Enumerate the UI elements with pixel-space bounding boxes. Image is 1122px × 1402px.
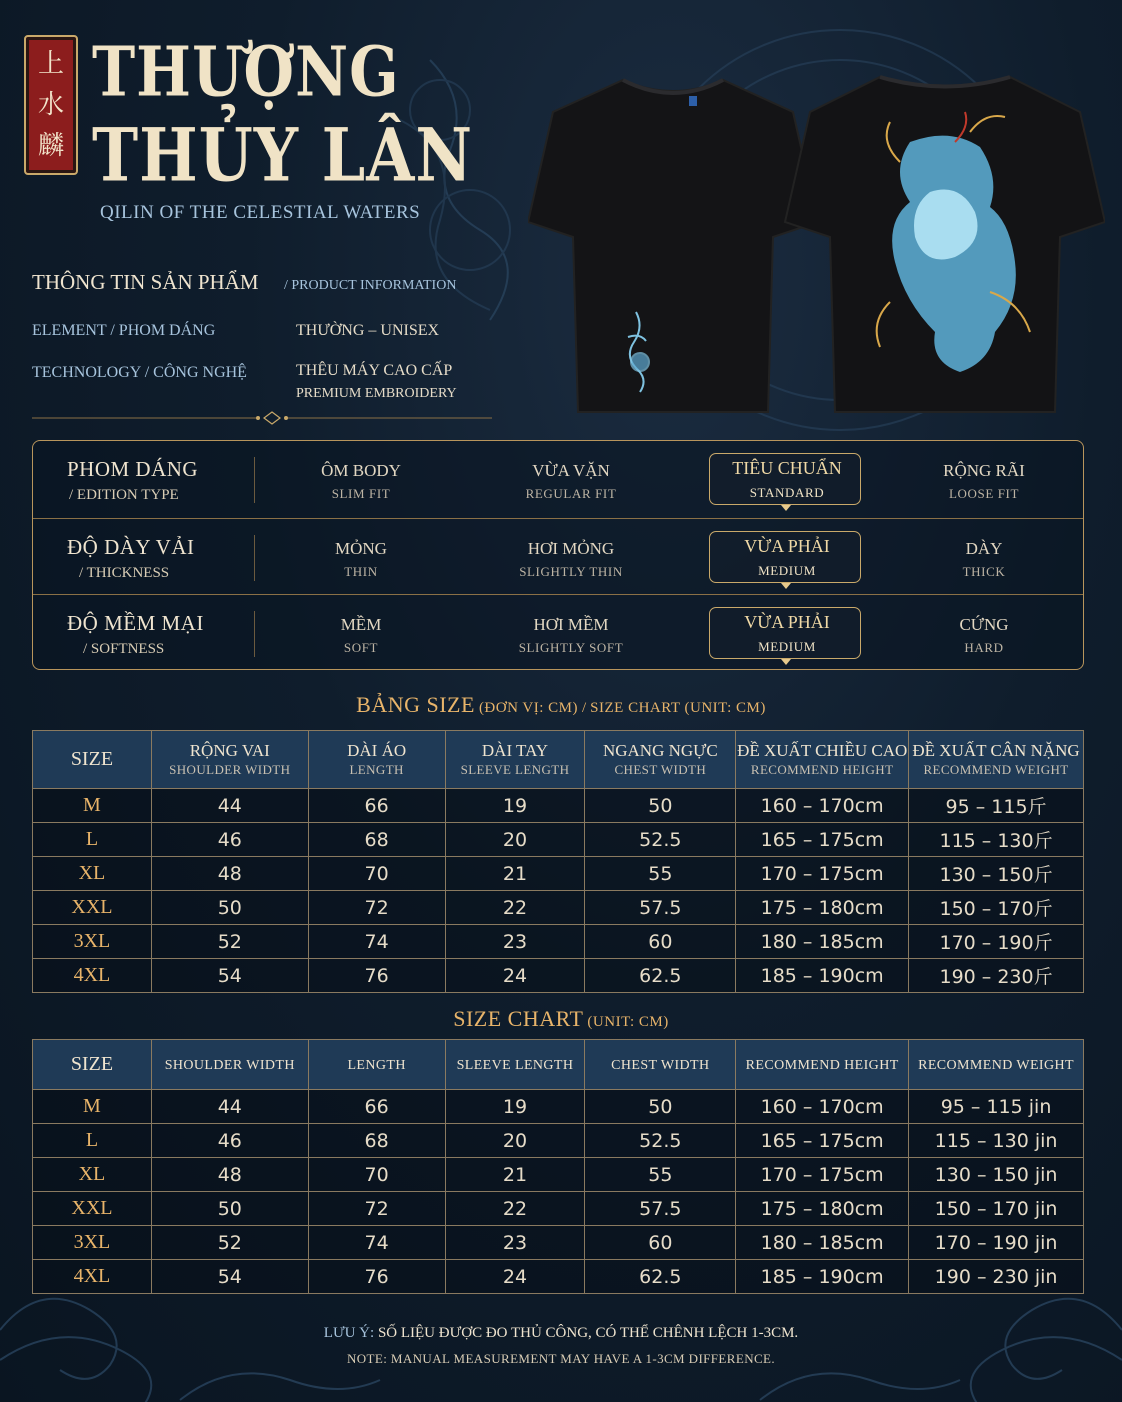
- divider: [254, 535, 255, 581]
- header-sleeve-length: [445, 731, 585, 789]
- option-label-en: MEDIUM: [758, 639, 816, 654]
- option-label: VỪA VẶN: [532, 461, 610, 480]
- option-label: MỎNG: [335, 539, 387, 558]
- technology-value: THÊU MÁY CAO CẤP: [296, 362, 453, 379]
- header-label: RECOMMEND HEIGHT: [745, 1057, 899, 1073]
- header-label: ĐỀ XUẤT CÂN NẶNG: [912, 740, 1080, 760]
- option-regular-fit: [486, 441, 656, 517]
- option-label-en: MEDIUM: [758, 563, 816, 578]
- table-cell: 170 – 175cm: [736, 1158, 909, 1192]
- table-cell: 54: [151, 1260, 308, 1294]
- table-row: [33, 1260, 1084, 1294]
- table-row: [33, 1090, 1084, 1124]
- option-label: RỘNG RÃI: [943, 461, 1025, 480]
- table-cell: 46: [151, 823, 308, 857]
- table-cell: 22: [445, 1192, 585, 1226]
- header-recommend-height: [736, 1040, 909, 1090]
- table-row: [33, 959, 1084, 993]
- table-cell: 160 – 170cm: [736, 1090, 909, 1124]
- option-label: VỪA PHẢI: [744, 612, 830, 632]
- table-cell: 130 – 150斤: [909, 857, 1084, 891]
- attribute-title: PHOM DÁNG: [67, 457, 199, 481]
- table-cell: 48: [151, 1158, 308, 1192]
- header-shoulder-width: [151, 1040, 308, 1090]
- option-label: DÀY: [965, 539, 1003, 558]
- option-label-en: SLIGHTLY SOFT: [518, 640, 624, 655]
- size-cell: L: [33, 1124, 152, 1158]
- table-cell: 115 – 130 jin: [909, 1124, 1084, 1158]
- header-recommend-height: [736, 731, 909, 789]
- table-cell: 57.5: [585, 891, 736, 925]
- option-thick: [899, 519, 1069, 595]
- header-length: [308, 731, 445, 789]
- header-label: SLEEVE LENGTH: [456, 1057, 574, 1073]
- option-medium-selected: [702, 595, 872, 671]
- table-cell: 44: [151, 1090, 308, 1124]
- table-row: [33, 789, 1084, 823]
- header-label: NGANG NGỰC: [602, 740, 718, 760]
- size-cell: M: [33, 1090, 152, 1124]
- seal-char: 水: [37, 89, 64, 120]
- table-cell: 54: [151, 959, 308, 993]
- technology-label: TECHNOLOGY / CÔNG NGHỆ: [32, 364, 247, 381]
- table-cell: 50: [585, 1090, 736, 1124]
- size-table-title-en: SIZE CHART (UNIT: CM): [590, 700, 766, 716]
- table-cell: 50: [151, 1192, 308, 1226]
- table-cell: 170 – 190 jin: [909, 1226, 1084, 1260]
- size-cell: XXL: [33, 1192, 152, 1226]
- size-cell: XXL: [33, 891, 152, 925]
- option-thin: [276, 519, 446, 595]
- size-cell: XL: [33, 857, 152, 891]
- brand-title-line2: THỦY LÂN: [92, 112, 473, 199]
- title-separator: /: [582, 700, 587, 716]
- table-cell: 180 – 185cm: [736, 925, 909, 959]
- table-cell: 175 – 180cm: [736, 1192, 909, 1226]
- note-vn: [0, 1325, 1122, 1342]
- header-sleeve-length: [445, 1040, 585, 1090]
- table-cell: 185 – 190cm: [736, 1260, 909, 1294]
- option-label-en: REGULAR FIT: [525, 486, 617, 501]
- table-cell: 21: [445, 857, 585, 891]
- table-row: [33, 1124, 1084, 1158]
- option-hard: [899, 595, 1069, 671]
- note-en: NOTE: MANUAL MEASUREMENT MAY HAVE A 1-3CM DIFFERENCE.: [346, 1351, 776, 1366]
- brand-title-line1: THƯỢNG: [92, 32, 400, 113]
- attributes-panel: [32, 440, 1084, 670]
- size-cell: 3XL: [33, 1226, 152, 1260]
- seal-char: 上: [37, 48, 64, 79]
- table-cell: 23: [445, 1226, 585, 1260]
- table-row: [33, 1226, 1084, 1260]
- table-row: [33, 1192, 1084, 1226]
- header-label-en: RECOMMEND WEIGHT: [923, 761, 1069, 777]
- element-value: THƯỜNG – UNISEX: [296, 322, 440, 339]
- table-cell: 60: [585, 925, 736, 959]
- table-cell: 60: [585, 1226, 736, 1260]
- header-chest-width: [585, 1040, 736, 1090]
- header-size: SIZE: [33, 1040, 152, 1090]
- option-loose-fit: [899, 441, 1069, 517]
- header-size: SIZE: [33, 731, 152, 789]
- table-cell: 70: [308, 857, 445, 891]
- attribute-row-edition-type: [33, 441, 1083, 517]
- table-cell: 23: [445, 925, 585, 959]
- note-text: SỐ LIỆU ĐƯỢC ĐO THỦ CÔNG, CÓ THỂ CHÊNH LỆCH 1-3CM.: [377, 1325, 799, 1341]
- table-cell: 24: [445, 1260, 585, 1294]
- table-cell: 70: [308, 1158, 445, 1192]
- table-cell: 160 – 170cm: [736, 789, 909, 823]
- table-cell: 74: [308, 1226, 445, 1260]
- table-cell: 115 – 130斤: [909, 823, 1084, 857]
- table-row: [33, 1158, 1084, 1192]
- size-table-en: [32, 1039, 1084, 1294]
- table-cell: 170 – 190斤: [909, 925, 1084, 959]
- header-label: SHOULDER WIDTH: [164, 1057, 295, 1073]
- table-cell: 50: [585, 789, 736, 823]
- option-label-en: LOOSE FIT: [948, 486, 1020, 501]
- table-cell: 20: [445, 1124, 585, 1158]
- table-cell: 68: [308, 1124, 445, 1158]
- table-cell: 62.5: [585, 1260, 736, 1294]
- table-cell: 74: [308, 925, 445, 959]
- option-label-en: SOFT: [343, 640, 379, 655]
- table-cell: 57.5: [585, 1192, 736, 1226]
- option-label: VỪA PHẢI: [744, 536, 830, 556]
- header-label: ĐỀ XUẤT CHIỀU CAO: [737, 740, 908, 760]
- table-row: [33, 891, 1084, 925]
- table-cell: 48: [151, 857, 308, 891]
- option-label: HƠI MỎNG: [527, 539, 615, 558]
- option-label: HƠI MỀM: [533, 615, 609, 634]
- header-label-en: CHEST WIDTH: [614, 761, 707, 777]
- option-label: CỨNG: [959, 615, 1009, 634]
- table-cell: 62.5: [585, 959, 736, 993]
- table-row: [33, 925, 1084, 959]
- size-table-unit: (ĐƠN VỊ: CM): [478, 700, 578, 716]
- note-label: LƯU Ý:: [323, 1325, 375, 1341]
- table-cell: 180 – 185cm: [736, 1226, 909, 1260]
- element-label: ELEMENT / PHOM DÁNG: [32, 322, 216, 339]
- option-label: MỀM: [340, 615, 382, 634]
- table-cell: 76: [308, 959, 445, 993]
- table-cell: 95 – 115斤: [909, 789, 1084, 823]
- header-label: DÀI TAY: [481, 740, 549, 760]
- table-cell: 165 – 175cm: [736, 823, 909, 857]
- table-cell: 52: [151, 925, 308, 959]
- ornament-divider: [32, 410, 492, 426]
- option-label-en: THIN: [344, 564, 378, 579]
- table-cell: 150 – 170斤: [909, 891, 1084, 925]
- table-cell: 44: [151, 789, 308, 823]
- technology-value-en: PREMIUM EMBROIDERY: [296, 386, 457, 401]
- size-cell: 4XL: [33, 959, 152, 993]
- option-label-en: SLIM FIT: [331, 486, 391, 501]
- size-table-en-title: [0, 1006, 1122, 1032]
- option-soft: [276, 595, 446, 671]
- table-cell: 185 – 190cm: [736, 959, 909, 993]
- size-table-vn-title: [0, 692, 1122, 718]
- table-cell: 72: [308, 891, 445, 925]
- divider: [254, 611, 255, 657]
- option-standard-selected: [702, 441, 872, 517]
- option-label-en: SLIGHTLY THIN: [519, 564, 623, 579]
- header-label-en: LENGTH: [349, 761, 404, 777]
- table-cell: 66: [308, 1090, 445, 1124]
- table-cell: 55: [585, 857, 736, 891]
- option-label-en: THICK: [962, 564, 1006, 579]
- table-cell: 130 – 150 jin: [909, 1158, 1084, 1192]
- size-cell: L: [33, 823, 152, 857]
- table-cell: 68: [308, 823, 445, 857]
- header-label: LENGTH: [347, 1057, 406, 1073]
- attribute-title: ĐỘ DÀY VẢI: [67, 535, 195, 559]
- seal-char: 麟: [37, 131, 64, 162]
- table-header-row: [33, 731, 1084, 789]
- attribute-title: ĐỘ MỀM MẠI: [67, 611, 204, 635]
- attribute-row-softness: [33, 594, 1083, 670]
- header-label-en: RECOMMEND HEIGHT: [750, 761, 894, 777]
- table-cell: 175 – 180cm: [736, 891, 909, 925]
- option-label-en: STANDARD: [749, 485, 825, 500]
- table-row: [33, 823, 1084, 857]
- header-label: DÀI ÁO: [347, 740, 407, 760]
- size-table-vn: [32, 730, 1084, 993]
- table-cell: 72: [308, 1192, 445, 1226]
- product-info-heading-en: / PRODUCT INFORMATION: [284, 278, 457, 293]
- table-cell: 22: [445, 891, 585, 925]
- option-medium-selected: [702, 519, 872, 595]
- size-table-title: SIZE CHART: [453, 1006, 584, 1031]
- brand-seal: [24, 35, 78, 175]
- size-cell: M: [33, 789, 152, 823]
- size-table-title: BẢNG SIZE: [356, 692, 475, 717]
- option-slightly-soft: [486, 595, 656, 671]
- table-cell: 19: [445, 789, 585, 823]
- attribute-title-en: / EDITION TYPE: [69, 487, 179, 503]
- brand-subtitle: QILIN OF THE CELESTIAL WATERS: [100, 202, 421, 223]
- table-cell: 50: [151, 891, 308, 925]
- option-slightly-thin: [486, 519, 656, 595]
- option-slim-fit: [276, 441, 446, 517]
- size-cell: 4XL: [33, 1260, 152, 1294]
- header-length: [308, 1040, 445, 1090]
- table-cell: 19: [445, 1090, 585, 1124]
- header-chest-width: [585, 731, 736, 789]
- header-label: RỘNG VAI: [189, 740, 270, 760]
- table-header-row: [33, 1040, 1084, 1090]
- table-cell: 190 – 230 jin: [909, 1260, 1084, 1294]
- size-cell: XL: [33, 1158, 152, 1192]
- table-cell: 20: [445, 823, 585, 857]
- header-recommend-weight: [909, 731, 1084, 789]
- table-cell: 66: [308, 789, 445, 823]
- attribute-row-thickness: [33, 518, 1083, 594]
- attribute-title-en: / SOFTNESS: [83, 641, 165, 657]
- tshirt-front-image: [528, 72, 818, 417]
- header-shoulder-width: [151, 731, 308, 789]
- header-label-en: SHOULDER WIDTH: [169, 761, 291, 777]
- table-cell: 170 – 175cm: [736, 857, 909, 891]
- header-label: RECOMMEND WEIGHT: [918, 1057, 1074, 1073]
- table-cell: 150 – 170 jin: [909, 1192, 1084, 1226]
- tshirt-back-image: [780, 72, 1105, 417]
- table-cell: 52.5: [585, 823, 736, 857]
- table-cell: 46: [151, 1124, 308, 1158]
- option-label: TIÊU CHUẨN: [732, 458, 842, 478]
- table-cell: 21: [445, 1158, 585, 1192]
- table-row: [33, 857, 1084, 891]
- table-cell: 190 – 230斤: [909, 959, 1084, 993]
- product-info-heading: THÔNG TIN SẢN PHẨM: [32, 270, 259, 294]
- table-cell: 24: [445, 959, 585, 993]
- header-label: CHEST WIDTH: [611, 1057, 710, 1073]
- table-cell: 95 – 115 jin: [909, 1090, 1084, 1124]
- divider: [254, 457, 255, 503]
- table-cell: 165 – 175cm: [736, 1124, 909, 1158]
- table-cell: 52.5: [585, 1124, 736, 1158]
- option-label-en: HARD: [964, 640, 1004, 655]
- table-cell: 76: [308, 1260, 445, 1294]
- header-recommend-weight: [909, 1040, 1084, 1090]
- table-cell: 55: [585, 1158, 736, 1192]
- header-label-en: SLEEVE LENGTH: [460, 761, 570, 777]
- attribute-title-en: / THICKNESS: [79, 565, 170, 581]
- option-label: ÔM BODY: [321, 461, 401, 480]
- table-cell: 52: [151, 1226, 308, 1260]
- size-cell: 3XL: [33, 925, 152, 959]
- size-table-unit: (UNIT: CM): [587, 1014, 669, 1030]
